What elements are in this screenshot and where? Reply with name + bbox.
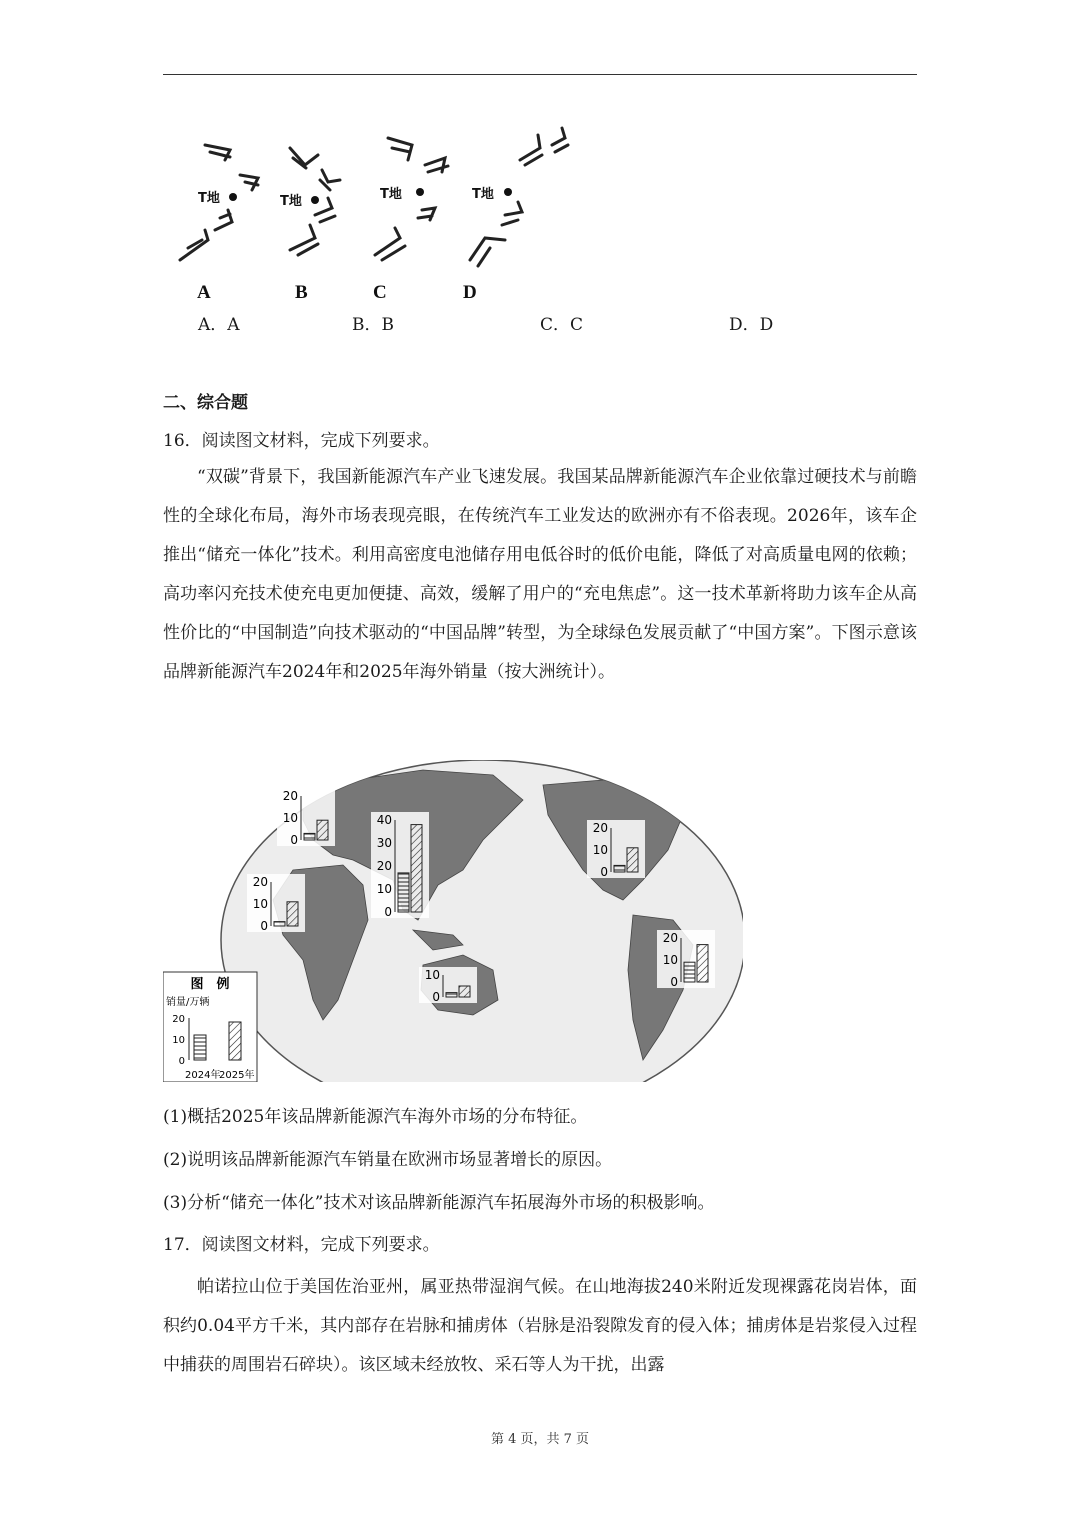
t-point-label-c: T地 <box>380 187 402 202</box>
bar-2024-europe <box>304 833 315 840</box>
q17-paragraph <box>163 1268 917 1385</box>
chart-south-america <box>657 930 715 989</box>
chart-tick-europe: 10 <box>282 811 298 825</box>
chart-tick-north-america: 20 <box>592 821 608 835</box>
bar-2025-africa <box>287 902 298 926</box>
option-b[interactable]: B．B <box>352 315 394 335</box>
top-rule <box>163 74 917 75</box>
bar-2025-oceania <box>459 986 470 997</box>
chart-tick-asia: 0 <box>384 905 392 919</box>
option-c[interactable]: C．C <box>540 315 584 335</box>
legend-tick-0: 0 <box>178 1056 185 1067</box>
bar-2024-africa <box>274 922 285 926</box>
world-map-svg <box>163 760 743 1082</box>
bar-2025-asia <box>411 825 422 912</box>
t-point-c <box>416 188 424 196</box>
panel-label-b: B <box>295 282 308 303</box>
legend-tick-20: 20 <box>172 1014 185 1025</box>
sales-map <box>163 760 743 1082</box>
chart-europe <box>277 788 335 847</box>
chart-tick-north-america: 10 <box>592 843 608 857</box>
q16-sub-2: (2)说明该品牌新能源汽车销量在欧洲市场显著增长的原因。 <box>163 1150 613 1170</box>
chart-tick-asia: 20 <box>376 859 392 873</box>
bar-2024-north-america <box>614 865 625 872</box>
chart-tick-south-america: 20 <box>662 931 678 945</box>
wind-barb-figure <box>160 120 580 310</box>
q16-sub-3: (3)分析“储充一体化”技术对该品牌新能源汽车拓展海外市场的积极影响。 <box>163 1193 715 1213</box>
legend-title: 图 例 <box>190 977 230 992</box>
chart-north-america <box>587 820 645 879</box>
chart-tick-europe: 20 <box>282 789 298 803</box>
chart-tick-asia: 40 <box>376 813 392 827</box>
chart-tick-oceania: 10 <box>424 968 440 982</box>
legend-year-2025: 2025年 <box>219 1070 255 1081</box>
chart-tick-africa: 0 <box>260 919 268 933</box>
q16-paragraph-text: “双碳”背景下，我国新能源汽车产业飞速发展。我国某品牌新能源汽车企业依靠过硬技术与前瞻性的全球化布局，海外市场表现亮眼，在传统汽车工业发达的欧洲亦有不俗表现。2026年，该车企推出“储充一体化”技术。利用高密度电池储存用电低谷时的低价电能，降低了对高质量电网的依赖；高功率闪充技术使充电更加便捷、高效，缓解了用户的“充电焦虑”。这一技术革新将助力该车企从高性价比的“中国制造”向技术驱动的“中国品牌”转型，为全球绿色发展贡献了“中国方案”。下图示意该品牌新能源汽车2024年和2025年海外销量（按大洲统计）。 <box>163 467 917 682</box>
option-a[interactable]: A．A <box>198 315 240 335</box>
bar-2025-north-america <box>627 848 638 872</box>
chart-tick-africa: 20 <box>252 875 268 889</box>
t-point-label-d: T地 <box>472 187 494 202</box>
page-footer: 第 4 页，共 7 页 <box>490 1432 590 1447</box>
option-d[interactable]: D．D <box>729 315 774 335</box>
q17-head: 17．阅读图文材料，完成下列要求。 <box>163 1235 440 1255</box>
legend-swatch-2024 <box>194 1035 206 1060</box>
bar-2025-europe <box>317 820 328 840</box>
chart-tick-europe: 0 <box>290 833 298 847</box>
chart-oceania <box>419 967 477 1004</box>
chart-tick-south-america: 10 <box>662 953 678 967</box>
t-point-b <box>311 196 319 204</box>
t-point-label-b: T地 <box>280 194 302 209</box>
bar-2024-asia <box>398 873 409 912</box>
legend-swatch-2025 <box>229 1022 241 1060</box>
q16-sub-1: (1)概括2025年该品牌新能源汽车海外市场的分布特征。 <box>163 1107 588 1127</box>
chart-tick-asia: 10 <box>376 882 392 896</box>
bar-2024-south-america <box>684 962 695 982</box>
legend <box>163 972 257 1082</box>
chart-tick-south-america: 0 <box>670 975 678 989</box>
bar-2025-south-america <box>697 945 708 982</box>
chart-asia <box>371 812 429 919</box>
t-point-d <box>504 188 512 196</box>
q16-head: 16．阅读图文材料，完成下列要求。 <box>163 431 440 451</box>
t-point-label-a: T地 <box>198 191 220 206</box>
q17-paragraph-text: 帕诺拉山位于美国佐治亚州，属亚热带湿润气候。在山地海拔240米附近发现裸露花岗岩体，面积约0.04平方千米，其内部存在岩脉和捕虏体（岩脉是沿裂隙发育的侵入体；捕虏体是岩浆侵入过程中捕获的周围岩石碎块）。该区域未经放牧、采石等人为干扰，出露 <box>163 1277 917 1375</box>
section-title: 二、综合题 <box>163 393 248 413</box>
panel-label-a: A <box>197 282 211 303</box>
panel-label-c: C <box>373 282 387 303</box>
chart-tick-north-america: 0 <box>600 865 608 879</box>
legend-unit: 销量/万辆 <box>166 997 210 1008</box>
t-point-a <box>229 193 237 201</box>
panel-label-d: D <box>463 282 477 303</box>
bar-2024-oceania <box>446 993 457 997</box>
legend-tick-10: 10 <box>172 1035 185 1046</box>
chart-africa <box>247 874 305 933</box>
q16-paragraph <box>163 458 917 692</box>
chart-tick-oceania: 0 <box>432 990 440 1004</box>
legend-year-2024: 2024年 <box>185 1070 221 1081</box>
chart-tick-africa: 10 <box>252 897 268 911</box>
chart-tick-asia: 30 <box>376 836 392 850</box>
